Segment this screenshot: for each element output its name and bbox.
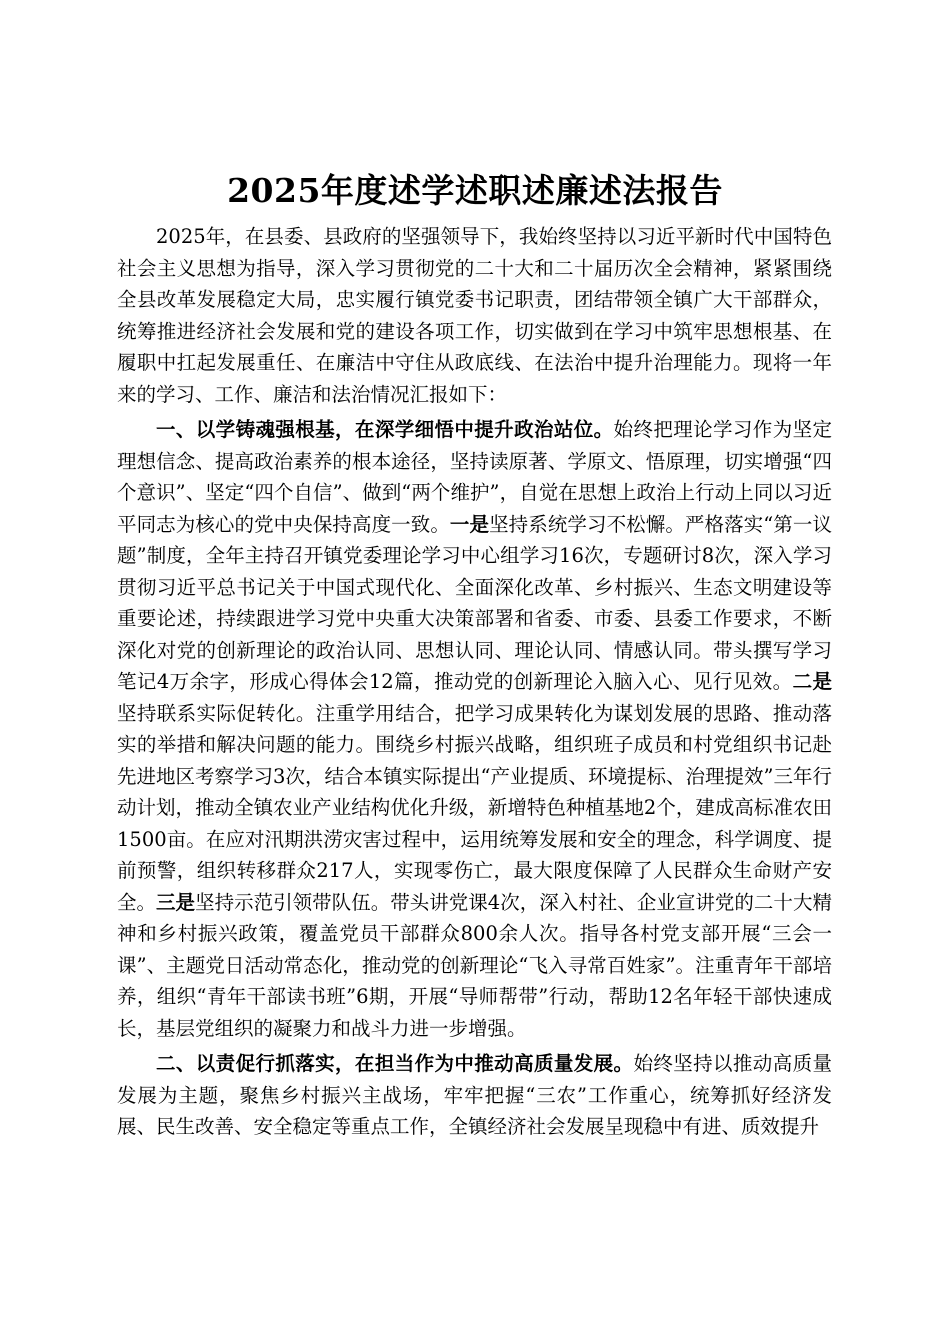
paragraph-text: 始终坚持以推动高质量发展为主题，聚焦乡村振兴主战场，牢牢把握“三农”工作重心，统筹抓好经济发展、民生改善、安全稳定等重点工作，全镇经济社会发展呈现稳中有进、质效提升 — [117, 1052, 832, 1138]
paragraph-text: 始终把理论学习作为坚定理想信念、提高政治素养的根本途径，坚持读原著、学原文、悟原理，切实增强“四个意识”、坚定“四个自信”、做到“两个维护”，自觉在思想上政治上行动上同以习近平同志为核心的党中央保持高度一致。 — [117, 418, 832, 536]
intro-paragraph — [117, 221, 832, 410]
document-body — [117, 221, 832, 1143]
document-title: 2025年度述学述职述廉述法报告 — [227, 171, 723, 210]
section-one-paragraph — [117, 414, 832, 1044]
section-heading: 一、以学铸魂强根基，在深学细悟中提升政治站位。 — [156, 418, 614, 441]
point-marker: 二是 — [792, 670, 832, 693]
paragraph-text: 坚持系统学习不松懈。严格落实“第一议题”制度，全年主持召开镇党委理论学习中心组学习16次，专题研讨8次，深入学习贯彻习近平总书记关于中国式现代化、全面深化改革、乡村振兴、生态文明建设等重要论述，持续跟进学习党中央重大决策部署和省委、市委、县委工作要求，不断深化对党的创新理论的政治认同、思想认同、理论认同、情感认同。带头撰写学习笔记4万余字，形成心得体会12篇，推动党的创新理论入脑入心、见行见效。 — [117, 512, 832, 693]
paragraph-text: 坚持联系实际促转化。注重学用结合，把学习成果转化为谋划发展的思路、推动落实的举措和解决问题的能力。围绕乡村振兴战略，组织班子成员和村党组织书记赴先进地区考察学习3次，结合本镇实际提出“产业提质、环境提标、治理提效”三年行动计划，推动全镇农业产业结构优化升级，新增特色种植基地2个，建成高标准农田1500亩。在应对汛期洪涝灾害过程中，运用统筹发展和安全的理念，科学调度、提前预警，组织转移群众217人，实现零伤亡，最大限度保障了人民群众生命财产安全。 — [117, 701, 832, 914]
section-heading: 二、以责促行抓落实，在担当作为中推动高质量发展。 — [156, 1052, 634, 1075]
section-two-paragraph — [117, 1048, 832, 1143]
paragraph-text: 2025年，在县委、县政府的坚强领导下，我始终坚持以习近平新时代中国特色社会主义思想为指导，深入学习贯彻党的二十大和二十届历次全会精神，紧紧围绕全县改革发展稳定大局，忠实履行镇党委书记职责，团结带领全镇广大干部群众，统筹推进经济社会发展和党的建设各项工作，切实做到在学习中筑牢思想根基、在履职中扛起发展重任、在廉洁中守住从政底线、在法治中提升治理能力。现将一年来的学习、工作、廉洁和法治情况汇报如下： — [117, 225, 832, 406]
paragraph-text: 坚持示范引领带队伍。带头讲党课4次，深入村社、企业宣讲党的二十大精神和乡村振兴政策，覆盖党员干部群众800余人次。指导各村党支部开展“三会一课”、主题党日活动常态化，推动党的创新理论“飞入寻常百姓家”。注重青年干部培养，组织“青年干部读书班”6期，开展“导师帮带”行动，帮助12名年轻干部快速成长，基层党组织的凝聚力和战斗力进一步增强。 — [117, 890, 832, 1040]
point-marker: 一是 — [449, 512, 490, 536]
point-marker: 三是 — [156, 890, 196, 914]
